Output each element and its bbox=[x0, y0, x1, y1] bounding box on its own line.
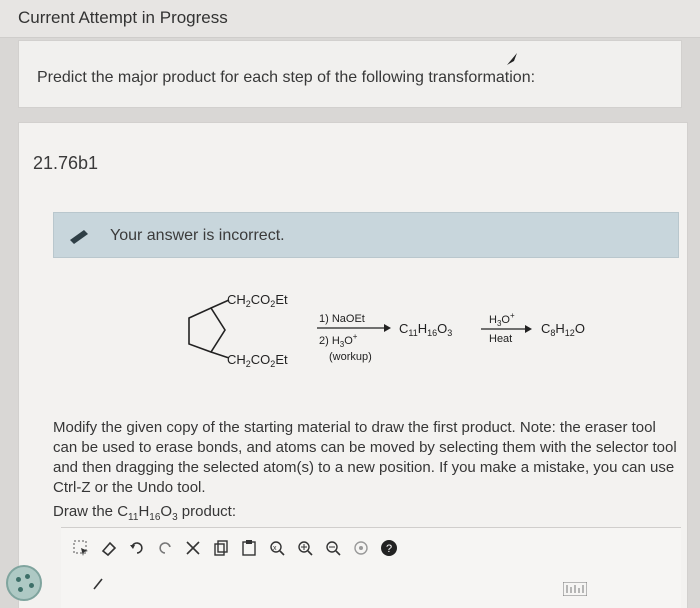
cyclopentane-ring bbox=[189, 308, 225, 352]
svg-text:?: ? bbox=[386, 543, 393, 555]
part-id: 21.76b1 bbox=[33, 153, 99, 173]
palette-dot bbox=[18, 587, 23, 592]
palette-dot bbox=[25, 574, 30, 579]
zoom-in-button[interactable] bbox=[295, 538, 315, 558]
pencil-icon bbox=[68, 228, 90, 244]
question-text: Predict the major product for each step of the following transformation: bbox=[37, 69, 536, 86]
reaction-scheme bbox=[159, 288, 619, 398]
eraser-tool[interactable] bbox=[99, 538, 119, 558]
zoom-reset-icon bbox=[268, 539, 286, 557]
zoom-reset-button[interactable] bbox=[267, 538, 287, 558]
draw-prompt-suffix: product: bbox=[177, 503, 237, 520]
structure-editor[interactable] bbox=[61, 527, 681, 608]
paste-icon bbox=[240, 539, 258, 557]
selector-tool[interactable] bbox=[71, 538, 91, 558]
help-icon bbox=[380, 539, 398, 557]
step2-reagent-bottom: Heat bbox=[489, 333, 513, 345]
feedback-banner bbox=[53, 212, 679, 258]
editor-toolbar bbox=[71, 536, 399, 560]
step2-reagent-top: $H_3O^+$ bbox=[489, 311, 515, 328]
settings-button[interactable] bbox=[351, 538, 371, 558]
page-header bbox=[0, 0, 700, 38]
step1-reagent-1: 1) NaOEt bbox=[319, 313, 365, 325]
zoom-out-button[interactable] bbox=[323, 538, 343, 558]
reaction-scheme-drawing bbox=[159, 288, 619, 398]
arrowhead-2 bbox=[525, 325, 532, 333]
zoom-in-icon bbox=[296, 539, 314, 557]
page-title: Current Attempt in Progress bbox=[18, 8, 228, 27]
feedback-text: Your answer is incorrect. bbox=[110, 227, 285, 244]
draw-prompt-prefix: Draw the bbox=[53, 503, 118, 520]
intermediate-formula: $C_{11}H_{16}O_3$ bbox=[399, 321, 453, 338]
copy-icon bbox=[212, 539, 230, 557]
paste-button[interactable] bbox=[239, 538, 259, 558]
arrowhead-1 bbox=[384, 324, 391, 332]
zoom-out-icon bbox=[324, 539, 342, 557]
substituent-bottom: $CH_2CO_2Et$ bbox=[227, 352, 288, 369]
eraser-icon bbox=[100, 539, 118, 557]
redo-icon bbox=[156, 539, 174, 557]
selector-icon bbox=[72, 539, 90, 557]
question-part-card bbox=[18, 122, 688, 608]
product-formula: $C_8H_{12}O$ bbox=[541, 321, 585, 338]
instructions-text: Modify the given copy of the starting material to draw the first product. Note: the eraser tool can be used to erase bonds, and atoms can be moved by selecting them with the selector tool and then dragging the selected atom(s) to a new position. If you make a mistake, you can use Ctrl-Z or the Undo tool. bbox=[53, 419, 677, 496]
step1-reagent-2: 2) $H_3O^+$ bbox=[319, 332, 358, 349]
grid-icon[interactable] bbox=[563, 582, 587, 596]
mouse-cursor-icon bbox=[504, 51, 520, 67]
bond-tool-icon[interactable] bbox=[92, 577, 104, 591]
copy-button[interactable] bbox=[211, 538, 231, 558]
step1-reagent-3: (workup) bbox=[329, 351, 372, 363]
palette-dot bbox=[16, 577, 21, 582]
settings-icon bbox=[352, 539, 370, 557]
svg-text:x: x bbox=[273, 545, 277, 552]
palette-button[interactable] bbox=[6, 565, 42, 601]
help-button[interactable] bbox=[379, 538, 399, 558]
palette-dot bbox=[29, 583, 34, 588]
undo-button[interactable] bbox=[127, 538, 147, 558]
undo-icon bbox=[128, 539, 146, 557]
draw-prompt: Draw the $C_{11}H_{16}O_3$ product: bbox=[53, 503, 237, 523]
cut-button[interactable] bbox=[183, 538, 203, 558]
substituent-top: $CH_2CO_2Et$ bbox=[227, 292, 288, 309]
cut-icon bbox=[184, 539, 202, 557]
question-card bbox=[18, 40, 682, 108]
redo-button[interactable] bbox=[155, 538, 175, 558]
